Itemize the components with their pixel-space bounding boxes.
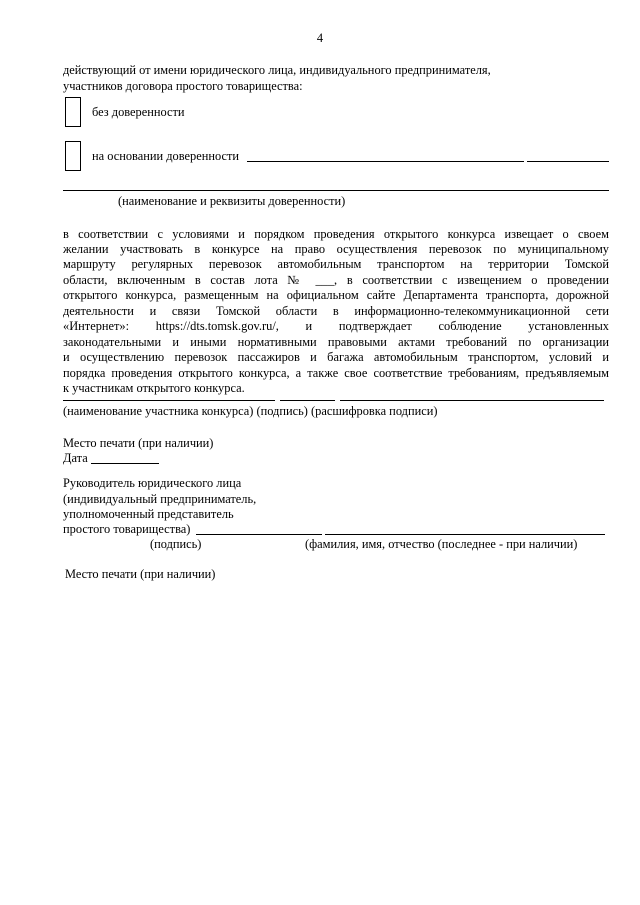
- power-of-attorney-line-2[interactable]: [527, 161, 609, 162]
- intro-line-2: участников договора простого товарищества:: [63, 79, 303, 93]
- stamp-place: Место печати (при наличии): [63, 436, 214, 450]
- power-of-attorney-line[interactable]: [247, 161, 524, 162]
- head-line-3: уполномоченный представитель: [63, 507, 234, 521]
- head-signature-caption: (подпись): [150, 537, 202, 551]
- participant-name-line[interactable]: [63, 400, 275, 401]
- option-with-power-label: на основании доверенности: [92, 149, 240, 163]
- body-line: области, включенным в состав лота № ___, в соответствии с извещением о проведении: [63, 273, 609, 287]
- head-signature-line[interactable]: [196, 534, 322, 535]
- stamp-place-bottom: Место печати (при наличии): [65, 567, 216, 581]
- option-no-power-label: без доверенности: [92, 105, 185, 119]
- date-line[interactable]: [91, 463, 159, 464]
- page-number: 4: [316, 31, 324, 45]
- signature-caption: (наименование участника конкурса) (подпись) (расшифровка подписи): [63, 404, 438, 418]
- body-line: в соответствии с условиями и порядком проведения открытого конкурса извещает о своем: [63, 227, 609, 241]
- head-full-name-caption: (фамилия, имя, отчество (последнее - при наличии): [305, 537, 578, 551]
- body-line: и осуществлению перевозок пассажиров и багажа автомобильным транспортом, условий и: [63, 350, 609, 364]
- power-caption: (наименование и реквизиты доверенности): [118, 194, 346, 208]
- body-line: законодательными и иными нормативными правовыми актами требований по организации: [63, 335, 609, 349]
- head-line-2: (индивидуальный предприниматель,: [63, 492, 257, 506]
- body-line: деятельности и связи Томской области в информационно-телекоммуникационной сети: [63, 304, 609, 318]
- signature-line[interactable]: [280, 400, 335, 401]
- body-line: «Интернет»: https://dts.tomsk.gov.ru/, и подтверждает соблюдение установленных: [63, 319, 609, 333]
- body-line: желании участвовать в конкурсе на право осуществления перевозок по муниципальному: [63, 242, 609, 256]
- checkbox-with-power[interactable]: [65, 141, 81, 171]
- head-line-1: Руководитель юридического лица: [63, 476, 242, 490]
- date-label: Дата: [63, 451, 88, 465]
- power-details-line[interactable]: [63, 190, 609, 191]
- head-full-name-line[interactable]: [325, 534, 605, 535]
- intro-line-1: действующий от имени юридического лица, индивидуального предпринимателя,: [63, 63, 491, 77]
- head-line-4: простого товарищества): [63, 522, 191, 536]
- body-line: маршруту регулярных перевозок автомобильным транспортом на территории Томской: [63, 257, 609, 271]
- body-last-line: к участникам открытого конкурса.: [63, 381, 245, 395]
- body-line: открытого конкурса, размещенным на официальном сайте Департамента транспорта, дорожной: [63, 288, 609, 302]
- body-line: порядка проведения открытого конкурса, а также свое соответствие требованиям, предъявляемым: [63, 366, 609, 380]
- checkbox-no-power[interactable]: [65, 97, 81, 127]
- signature-decoding-line[interactable]: [340, 400, 604, 401]
